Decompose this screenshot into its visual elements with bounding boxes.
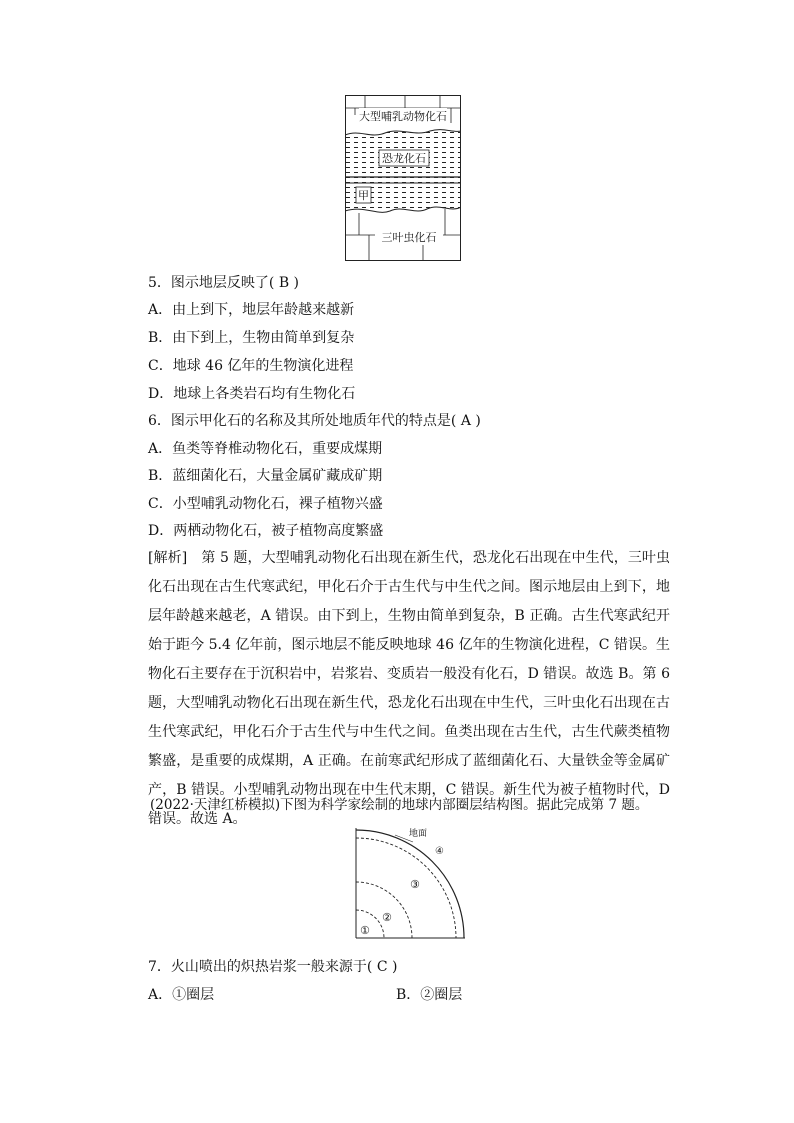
question-6-option-a: A．鱼类等脊椎动物化石，重要成煤期 <box>148 441 383 457</box>
earth-layers-diagram <box>355 826 467 940</box>
question-6-option-b: B．蓝细菌化石，大量金属矿藏成矿期 <box>148 468 383 484</box>
layer-3-label: ③ <box>410 878 420 891</box>
question-7-option-b: B．②圈层 <box>396 987 463 1003</box>
fossil-jia-label: 甲 <box>358 189 369 202</box>
analysis-paragraph: [解析] 第 5 题，大型哺乳动物化石出现在新生代，恐龙化石出现在中生代，三叶虫化石出现在古生代寒武纪，甲化石介于古生代与中生代之间。图示地层由上到下，地层年龄越来越老，A 错误。由下到上，生物由简单到复杂，B 正确。古生代寒武纪开始于距今 5.4 亿年前，图示地层不能反映地球 46 亿年的生物演化进程，C 错误。生物化石主要存在于沉积岩中，岩浆岩、变质岩一般没有化石，D 错误。故选 B。第 6 题，大型哺乳动物化石出现在新生代，恐龙化石出现在中生代，三叶虫化石出现在古生代寒武纪，甲化石介于古生代与中生代之间。鱼类出现在古生代，古生代蕨类植物繁盛，是重要的成煤期，A 正确。在前寒武纪形成了蓝细菌化石、大量铁金等金属矿产，B 错误。小型哺乳动物出现在中生代末期，C 错误。新生代为被子植物时代，D 错误。故选 A。 <box>148 550 670 827</box>
question-6-option-d: D．两栖动物化石，被子植物高度繁盛 <box>148 523 384 539</box>
dinosaur-fossil-label: 恐龙化石 <box>382 152 426 165</box>
strata-figure <box>345 95 461 261</box>
question-7-option-a: A．①圈层 <box>148 987 215 1003</box>
layer-2-label: ② <box>382 911 392 924</box>
trilobite-fossil-label: 三叶虫化石 <box>381 231 437 244</box>
question-6-stem: 6．图示甲化石的名称及其所处地质年代的特点是( A ) <box>148 413 481 429</box>
layer-4-label: ④ <box>435 846 444 857</box>
question-5-option-d: D．地球上各类岩石均有生物化石 <box>148 386 356 402</box>
large-mammal-fossil-label: 大型哺乳动物化石 <box>359 110 447 123</box>
layer-1-label: ① <box>360 924 370 937</box>
question-7-intro: (2022·天津红桥模拟)下图为科学家绘制的地球内部圈层结构图。据此完成第 7 题。 <box>150 797 649 813</box>
question-6-option-c: C．小型哺乳动物化石，裸子植物兴盛 <box>148 496 383 512</box>
surface-label: 地面 <box>409 829 428 839</box>
question-5-option-c: C．地球 46 亿年的生物演化进程 <box>148 358 354 374</box>
question-5-option-a: A．由上到下，地层年龄越来越新 <box>148 302 355 318</box>
question-5-option-b: B．由下到上，生物由简单到复杂 <box>148 330 355 346</box>
question-5-stem: 5．图示地层反映了( B ) <box>148 275 300 291</box>
question-7-stem: 7．火山喷出的炽热岩浆一般来源于( C ) <box>148 959 398 975</box>
strata-diagram <box>345 95 461 261</box>
earth-layers-figure <box>355 826 467 940</box>
